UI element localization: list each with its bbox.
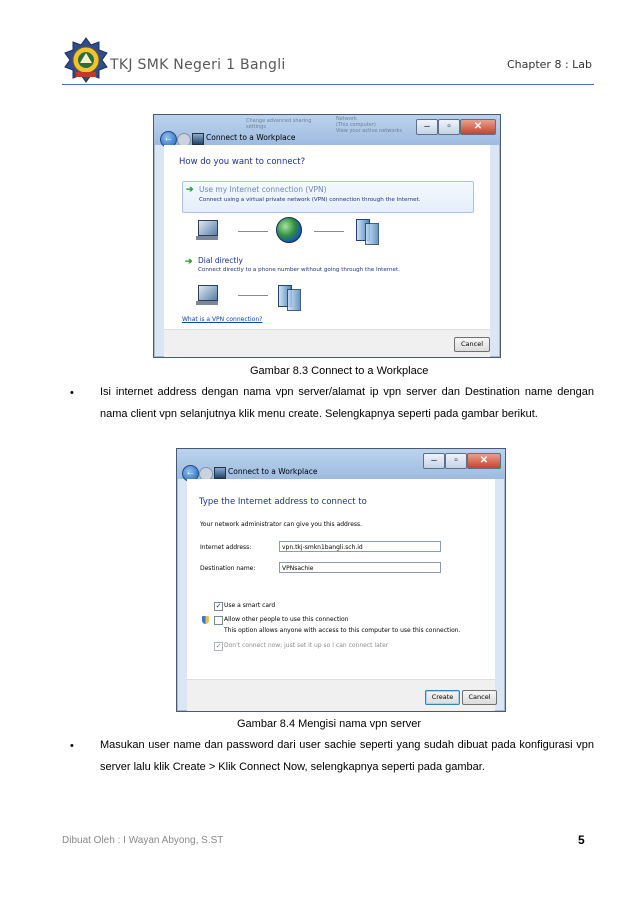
instruction-paragraph-2: Masukan user name dan password dari user sachie seperti yang sudah dibuat pada konfigurasi vpn server lalu klik Create > Klik Connect Now, selengkapnya seperti pada gambar. [100,739,594,773]
wizard-heading: How do you want to connect? [179,157,306,167]
create-button[interactable]: Create [425,690,460,705]
header-rule [62,84,594,85]
behind-text-left: Change advanced sharing settings [246,118,312,130]
network-wizard-icon [214,467,226,479]
internet-globe-icon [276,217,302,243]
smart-card-label: Use a smart card [224,602,276,609]
maximize-button[interactable]: ▫ [438,119,460,135]
author-footer: Dibuat Oleh : I Wayan Abyong, S.ST [62,835,224,846]
destination-name-input[interactable]: VPNsachie [279,562,441,573]
allow-others-label: Allow other people to use this connection [224,616,349,623]
close-button[interactable]: ✕ [467,453,501,469]
green-arrow-icon: ➔ [186,184,194,194]
page-number: 5 [578,833,585,847]
network-wizard-icon [192,133,204,145]
computer-stand [196,236,218,240]
minimize-button[interactable]: – [423,453,445,469]
vpn-option[interactable] [182,181,474,213]
uac-shield-icon [202,616,209,624]
wizard-footer [164,329,490,357]
internet-address-input[interactable]: vpn.tkj-smkn1bangli.sch.id [279,541,441,552]
instruction-paragraph-1: Isi internet address dengan nama vpn server/alamat ip vpn server dan Destination name dengan nama client vpn selanjutnya klik menu create. Selengkapnya seperti pada gambar berikut. [100,386,594,420]
bullet-marker: • [70,740,74,752]
school-logo-icon [62,36,110,84]
wizard-content [164,145,490,329]
computer-icon [198,220,218,236]
connect-workplace-window-1 [153,114,501,358]
green-arrow-icon: ➔ [185,256,193,266]
wizard-content [187,479,495,679]
dial-option-title[interactable]: Dial directly [198,256,243,265]
vpn-option-title: Use my Internet connection (VPN) [199,185,327,194]
destination-name-label: Destination name: [200,565,256,572]
figure1-caption: Gambar 8.3 Connect to a Workplace [250,365,429,377]
connector-line [238,231,268,232]
connector-line [238,295,268,296]
connector-line [314,231,344,232]
dont-connect-checkbox[interactable]: ✓ [215,643,222,650]
connect-workplace-window-2 [176,448,506,712]
allow-others-checkbox[interactable] [214,616,223,625]
window-title: Connect to a Workplace [228,467,318,476]
school-name: TKJ SMK Negeri 1 Bangli [110,57,286,73]
chapter-label: Chapter 8 : Lab [506,58,592,71]
behind-text-right: Network (This computer) View your active networks [336,116,402,134]
minimize-button[interactable]: – [416,119,438,135]
figure2-caption: Gambar 8.4 Mengisi nama vpn server [237,718,422,730]
wizard-intro: Your network administrator can give you this address. [200,521,363,528]
allow-others-desc: This option allows anyone with access to this computer to use this connection. [224,627,461,634]
back-arrow-icon[interactable]: ← [160,131,177,148]
vpn-option-desc: Connect using a virtual private network (VPN) connection through the Internet. [199,197,421,203]
bullet-marker: • [70,387,74,399]
dial-option-desc: Connect directly to a phone number without going through the Internet. [198,267,400,273]
vpn-help-link[interactable]: What is a VPN connection? [182,316,263,323]
server-icon [287,289,301,311]
wizard-footer [187,679,495,711]
cancel-button[interactable]: Cancel [462,690,497,705]
computer-icon [198,285,218,301]
smart-card-checkbox[interactable]: ✓ [215,603,222,610]
wizard-heading: Type the Internet address to connect to [199,497,367,507]
computer-stand [196,301,218,305]
dont-connect-label: Don't connect now; just set it up so I can connect later [224,642,389,649]
server-icon [365,223,379,245]
maximize-button[interactable]: ▫ [445,453,467,469]
close-button[interactable]: ✕ [460,119,496,135]
window-title: Connect to a Workplace [206,133,296,142]
internet-address-label: Internet address: [200,544,252,551]
cancel-button[interactable]: Cancel [454,337,490,352]
back-arrow-icon[interactable]: ← [182,465,199,482]
